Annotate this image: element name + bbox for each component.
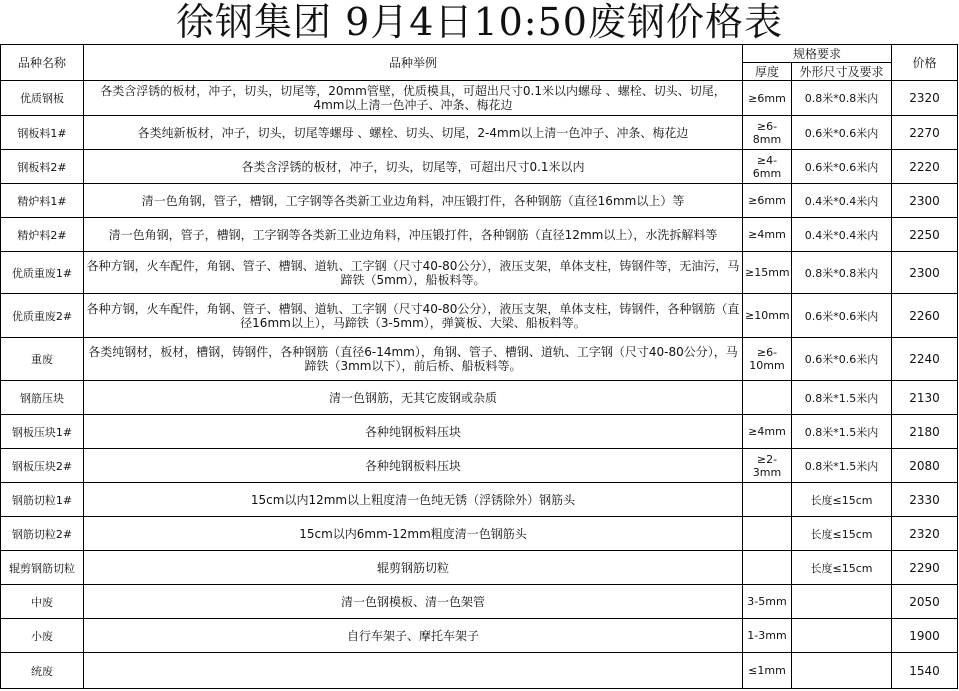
table-row [1,415,958,449]
row-price: 2290 [892,551,958,585]
row-thickness: ≥6mm [743,184,792,218]
row-size [792,653,892,689]
table-row [1,517,958,551]
table-header [1,45,958,81]
row-category-name: 辊剪钢筋切粒 [1,551,84,585]
row-examples: 各类纯新板材，冲子，切头，切尾等螺母 、螺栓、切头、切尾，2-4mm以上清一色冲子、冲条、梅花边 [84,116,743,150]
row-category-name: 优质钢板 [1,81,84,116]
row-thickness: 1-3mm [743,619,792,653]
row-thickness: ≥4mm [743,218,792,252]
row-thickness: ≥15mm [743,252,792,294]
row-size: 0.4米*0.4米内 [792,184,892,218]
row-size [792,585,892,619]
row-thickness: ≥4mm [743,415,792,449]
row-price: 2330 [892,483,958,517]
row-size: 0.8米*1.5米内 [792,415,892,449]
header-thickness: 厚度 [743,63,792,81]
row-examples: 清一色角钢，管子，槽钢，工字钢等各类新工业边角料，冲压锻打件，各种钢筋（直径12mm以上），水洗拆解料等 [84,218,743,252]
row-examples: 清一色钢模板、清一色架管 [84,585,743,619]
row-size: 0.8米*0.8米内 [792,81,892,116]
table-row [1,150,958,184]
row-category-name: 钢筋压块 [1,381,84,415]
row-size: 0.6米*0.6米内 [792,116,892,150]
row-category-name: 钢筋切粒1# [1,483,84,517]
row-examples: 15cm以内6mm-12mm粗度清一色钢筋头 [84,517,743,551]
row-thickness [743,483,792,517]
row-examples: 15cm以内12mm以上粗度清一色纯无锈（浮锈除外）钢筋头 [84,483,743,517]
header-category: 品种名称 [1,45,84,81]
table-row [1,294,958,338]
row-category-name: 精炉料2# [1,218,84,252]
row-examples: 自行车架子、摩托车架子 [84,619,743,653]
row-examples: 各类纯钢材，板材，槽钢，铸钢件，各种钢筋（直径6-14mm），角钢、管子、槽钢、道轨、工字钢（尺寸40-80公分），马蹄铁（3mm以下），前后桥、船板料等。 [84,338,743,381]
row-price: 2270 [892,116,958,150]
row-category-name: 钢板压块2# [1,449,84,483]
table-row [1,653,958,689]
price-table [0,44,958,689]
row-thickness [743,517,792,551]
row-category-name: 优质重废1# [1,252,84,294]
row-thickness: 3-5mm [743,585,792,619]
row-price: 2260 [892,294,958,338]
row-size: 0.4米*0.4米内 [792,218,892,252]
row-examples: 清一色角钢，管子，槽钢，工字钢等各类新工业边角料，冲压锻打件，各种钢筋（直径16mm以上）等 [84,184,743,218]
table-row [1,449,958,483]
row-price: 2300 [892,184,958,218]
row-price: 2320 [892,81,958,116]
row-price: 2220 [892,150,958,184]
row-thickness [743,381,792,415]
row-size: 0.8米*1.5米内 [792,381,892,415]
row-examples: 各种方钢，火车配件，角钢、管子、槽钢、道轨、工字钢（尺寸40-80公分），液压支架，单体支柱，铸钢件等，无油污，马蹄铁（5mm），船板料等。 [84,252,743,294]
row-size: 长度≤15cm [792,517,892,551]
row-thickness: ≥2-3mm [743,449,792,483]
row-thickness: ≥4-6mm [743,150,792,184]
row-size: 长度≤15cm [792,483,892,517]
row-examples: 各种纯钢板料压块 [84,449,743,483]
header-examples: 品种举例 [84,45,743,81]
row-category-name: 钢板料2# [1,150,84,184]
row-category-name: 钢筋切粒2# [1,517,84,551]
row-category-name: 精炉料1# [1,184,84,218]
row-size: 0.6米*0.6米内 [792,294,892,338]
row-price: 2130 [892,381,958,415]
row-thickness: ≤1mm [743,653,792,689]
row-examples: 各种方钢，火车配件，角钢、管子、槽钢、道轨、工字钢（尺寸40-80公分），液压支架，单体支柱，铸钢件，各种钢筋（直径16mm以上），马蹄铁（3-5mm），弹簧板、大梁、船板料等。 [84,294,743,338]
row-size [792,619,892,653]
row-category-name: 小废 [1,619,84,653]
row-size: 0.6米*0.6米内 [792,150,892,184]
row-examples [84,653,743,689]
row-category-name: 钢板压块1# [1,415,84,449]
header-size: 外形尺寸及要求 [792,63,892,81]
row-examples: 各类含浮锈的板材，冲子，切头，切尾等，20mm管壁，优质模具，可超出尺寸0.1米以内螺母 、螺栓、切头、切尾，4mm以上清一色冲子、冲条、梅花边 [84,81,743,116]
row-category-name: 优质重废2# [1,294,84,338]
row-category-name: 中废 [1,585,84,619]
row-price: 2050 [892,585,958,619]
header-spec: 规格要求 [743,45,892,63]
table-row [1,218,958,252]
table-body [1,81,958,689]
row-price: 2250 [892,218,958,252]
row-price: 1900 [892,619,958,653]
row-thickness: ≥6-10mm [743,338,792,381]
row-size: 0.8米*1.5米内 [792,449,892,483]
table-row [1,116,958,150]
row-size: 0.6米*0.6米内 [792,338,892,381]
row-examples: 清一色钢筋，无其它废钢或杂质 [84,381,743,415]
table-row [1,184,958,218]
table-row [1,619,958,653]
row-price: 1540 [892,653,958,689]
row-size: 长度≤15cm [792,551,892,585]
row-size: 0.8米*0.8米内 [792,252,892,294]
table-row [1,483,958,517]
row-examples: 辊剪钢筋切粒 [84,551,743,585]
row-examples: 各类含浮锈的板材，冲子，切头，切尾等，可超出尺寸0.1米以内 [84,150,743,184]
row-category-name: 统废 [1,653,84,689]
row-price: 2180 [892,415,958,449]
row-price: 2080 [892,449,958,483]
row-price: 2240 [892,338,958,381]
row-thickness [743,551,792,585]
table-row [1,551,958,585]
header-price: 价格 [892,45,958,81]
row-price: 2320 [892,517,958,551]
table-row [1,338,958,381]
row-thickness: ≥6-8mm [743,116,792,150]
table-row [1,252,958,294]
row-category-name: 重废 [1,338,84,381]
row-price: 2300 [892,252,958,294]
row-thickness: ≥6mm [743,81,792,116]
row-examples: 各种纯钢板料压块 [84,415,743,449]
table-row [1,585,958,619]
row-category-name: 钢板料1# [1,116,84,150]
page-title: 徐钢集团 9月4日10:50废钢价格表 [176,0,783,44]
row-thickness: ≥10mm [743,294,792,338]
table-row [1,81,958,116]
table-row [1,381,958,415]
